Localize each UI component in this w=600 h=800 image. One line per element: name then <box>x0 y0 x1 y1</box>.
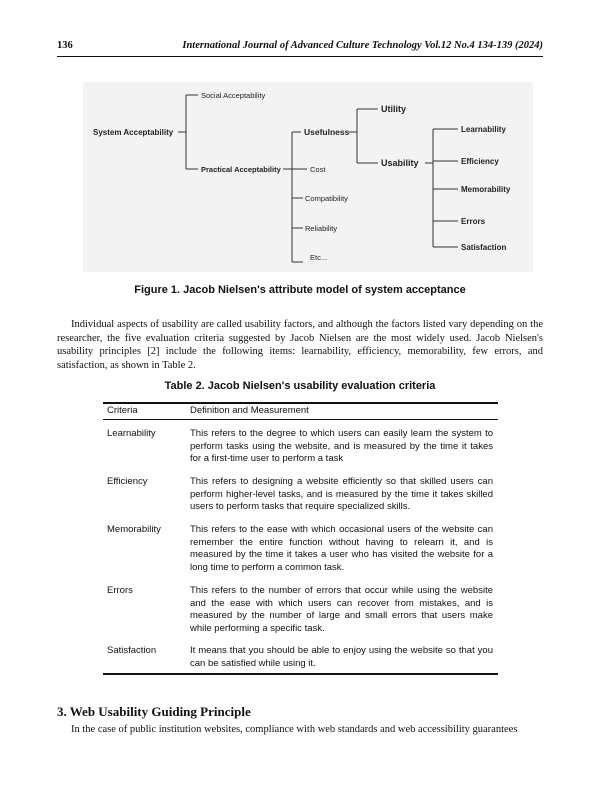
node-utility: Utility <box>381 104 407 114</box>
paragraph-text: Individual aspects of usability are called usability factors, and although the factors listed vary depending on the researcher, the five evaluation criteria suggested by Jacob Nielsen are the most widely used. Jacob Nielsen's usability principles [2] include the following items: learnability, efficiency, memorability, few errors, and satisfaction, as shown in Table 2. <box>57 319 543 371</box>
node-memorability: Memorability <box>461 185 511 194</box>
table-header-definition: Definition and Measurement <box>190 405 309 416</box>
table-header-criteria: Criteria <box>107 405 138 416</box>
diagram-svg <box>83 82 533 272</box>
node-cost: Cost <box>310 165 326 174</box>
node-compatibility: Compatibility <box>305 194 348 203</box>
row-criteria: Satisfaction <box>107 645 157 656</box>
node-usefulness: Usefulness <box>304 127 350 137</box>
running-header <box>57 40 543 54</box>
row-definition: It means that you should be able to enjoy using the website so that you can be satisfied while using it. <box>190 645 493 669</box>
node-efficiency: Efficiency <box>461 157 499 166</box>
node-practical-acceptability: Practical Acceptability <box>201 165 281 174</box>
node-usability: Usability <box>381 158 419 168</box>
node-reliability: Reliability <box>305 224 338 233</box>
node-learnability: Learnability <box>461 125 506 134</box>
node-system-acceptability: System Acceptability <box>93 128 174 137</box>
row-criteria: Memorability <box>107 524 161 535</box>
section-body-text: In the case of public institution websites, compliance with web standards and web accessibility guarantees <box>71 724 518 735</box>
row-criteria: Efficiency <box>107 476 148 487</box>
row-definition: This refers to the number of errors that occur while using the website and the ease with which users can recover from mistakes, and is measured by the number of large and small errors that users make while performing a specific task. <box>190 585 493 634</box>
row-definition: This refers to the ease with which occasional users of the website can remember the entire function without having to relearn it, and is measured by the time it takes a user who has visited the website for a long time to perform a common task. <box>190 524 493 573</box>
node-satisfaction: Satisfaction <box>461 243 507 252</box>
figure-caption: Figure 1. Jacob Nielsen's attribute model of system acceptance <box>134 284 466 296</box>
system-acceptance-diagram <box>83 82 533 272</box>
node-social-acceptability: Social Acceptability <box>201 91 266 100</box>
table-top-rule <box>103 402 498 404</box>
page-number: 136 <box>57 40 73 51</box>
table-bottom-rule <box>103 673 498 675</box>
diagram-connectors <box>178 95 458 262</box>
journal-title: International Journal of Advanced Culture Technology Vol.12 No.4 134-139 (2024) <box>182 40 543 51</box>
node-etc: Etc... <box>310 253 328 262</box>
section-heading: 3. Web Usability Guiding Principle <box>57 704 251 719</box>
header-rule <box>57 56 543 57</box>
row-criteria: Learnability <box>107 428 156 439</box>
table-caption: Table 2. Jacob Nielsen's usability evaluation criteria <box>164 380 436 392</box>
node-errors: Errors <box>461 217 486 226</box>
row-criteria: Errors <box>107 585 133 596</box>
body-paragraph <box>57 318 543 372</box>
table-header-rule <box>103 419 498 420</box>
row-definition: This refers to the degree to which users can easily learn the system to perform tasks using the website, and is measured by the time it takes for a first-time user to perform a task <box>190 428 493 465</box>
row-definition: This refers to designing a website efficiently so that skilled users can perform higher-level tasks, and is measured by the time it takes skilled users to perform tasks that require specialized skills. <box>190 476 493 513</box>
